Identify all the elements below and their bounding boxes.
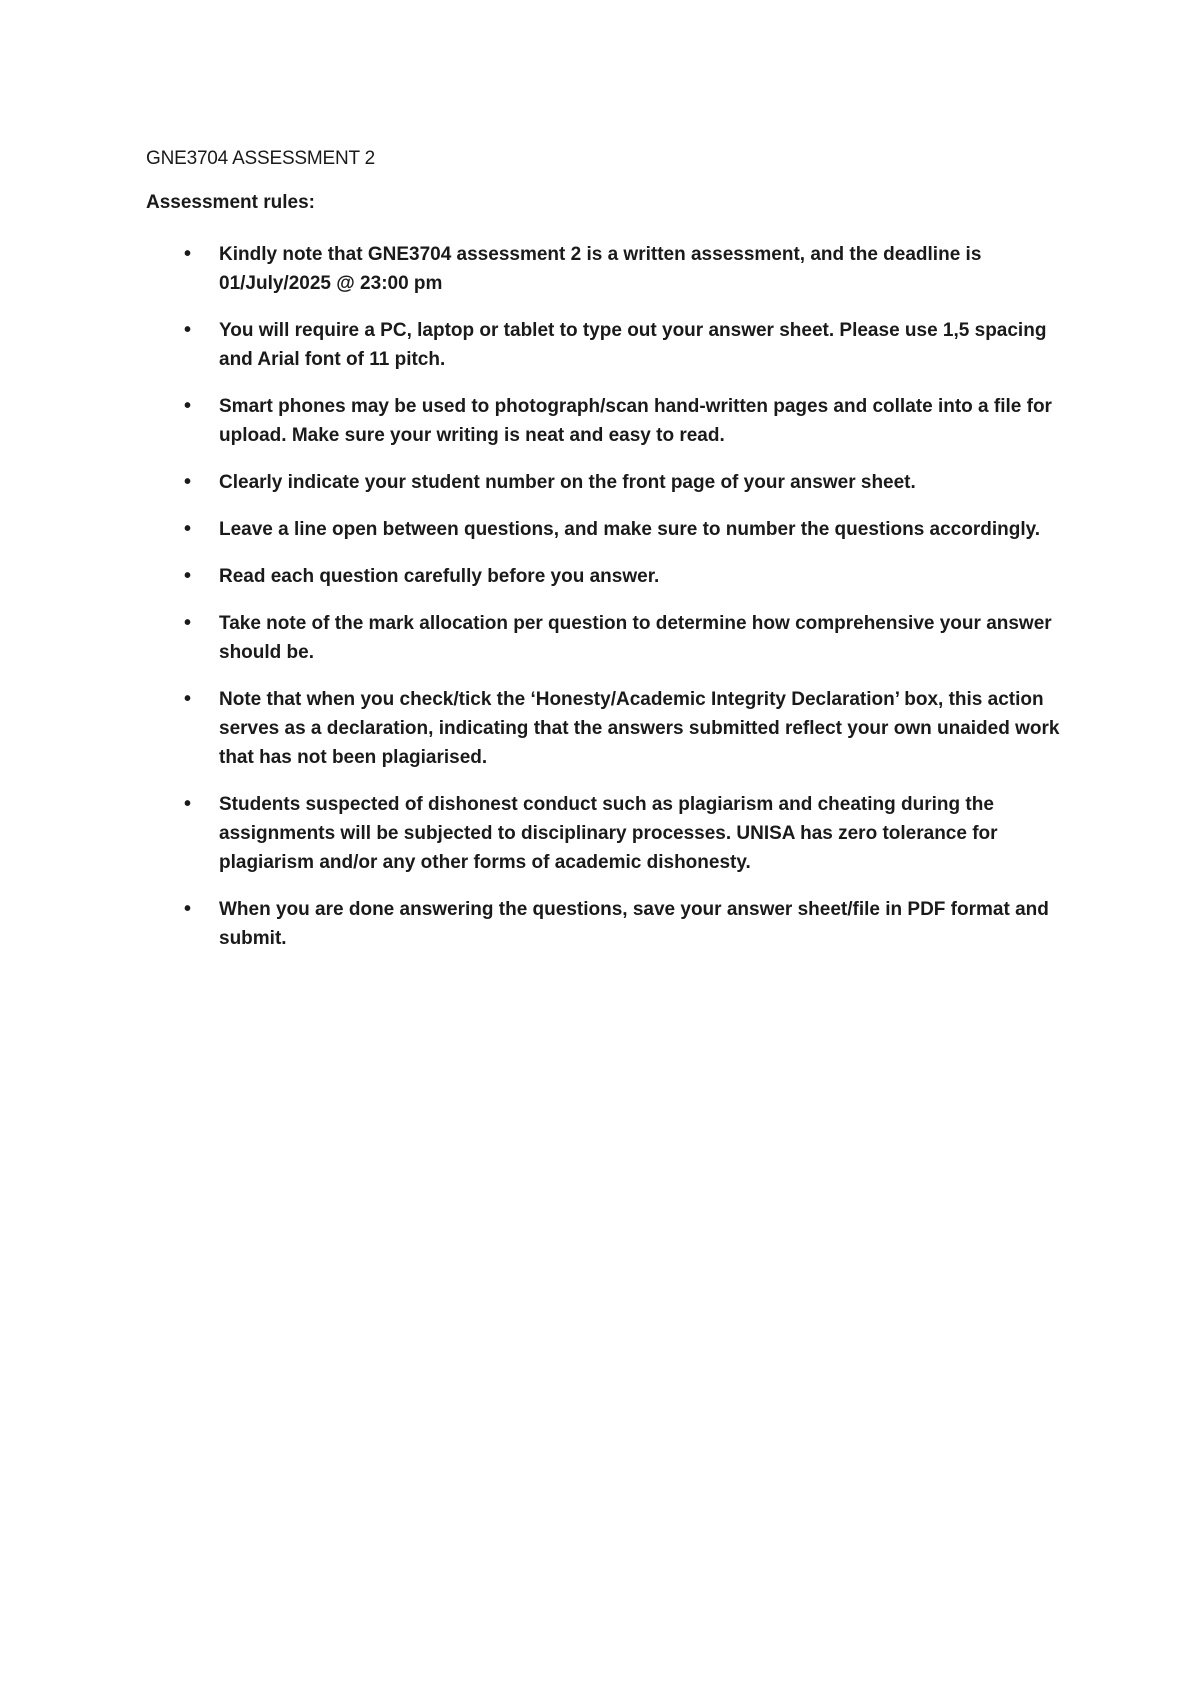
bullet-icon: • — [184, 688, 192, 710]
rule-item — [146, 790, 1076, 877]
rule-item — [146, 468, 1076, 497]
rules-list — [146, 240, 1076, 953]
rule-text: Kindly note that GNE3704 assessment 2 is a written assessment, and the deadline is 01/July/2025 @ 23:00 pm — [219, 244, 982, 294]
rule-item — [146, 392, 1076, 450]
rule-text: When you are done answering the questions, save your answer sheet/file in PDF format and submit. — [219, 899, 1049, 949]
bullet-icon: • — [184, 612, 192, 634]
bullet-icon: • — [184, 395, 192, 417]
rule-item — [146, 895, 1076, 953]
rule-text: Clearly indicate your student number on the front page of your answer sheet. — [219, 472, 916, 493]
rule-text: Take note of the mark allocation per question to determine how comprehensive your answer should be. — [219, 613, 1052, 663]
rule-text: Read each question carefully before you answer. — [219, 566, 660, 587]
rule-text: Smart phones may be used to photograph/scan hand-written pages and collate into a file for upload. Make sure your writing is neat and easy to read. — [219, 396, 1052, 446]
rule-item — [146, 685, 1076, 772]
bullet-icon: • — [184, 243, 192, 265]
rule-item — [146, 515, 1076, 544]
rule-text: You will require a PC, laptop or tablet to type out your answer sheet. Please use 1,5 spacing and Arial font of 11 pitch. — [219, 320, 1047, 370]
rule-item — [146, 609, 1076, 667]
rule-text: Leave a line open between questions, and make sure to number the questions accordingly. — [219, 519, 1041, 540]
rule-text: Note that when you check/tick the ‘Honesty/Academic Integrity Declaration’ box, this action serves as a declaration, indicating that the answers submitted reflect your own unaided work that has not been plagiarised. — [219, 689, 1060, 768]
bullet-icon: • — [184, 319, 192, 341]
rule-item — [146, 240, 1076, 298]
bullet-icon: • — [184, 518, 192, 540]
bullet-icon: • — [184, 898, 192, 920]
document-title: GNE3704 ASSESSMENT 2 — [146, 148, 376, 169]
rule-text: Students suspected of dishonest conduct such as plagiarism and cheating during the assignments will be subjected to disciplinary processes. UNISA has zero tolerance for plagiarism and/or any other forms of academic dishonesty. — [219, 794, 998, 873]
rule-item — [146, 562, 1076, 591]
rules-heading: Assessment rules: — [146, 192, 315, 213]
bullet-icon: • — [184, 565, 192, 587]
rule-item — [146, 316, 1076, 374]
bullet-icon: • — [184, 471, 192, 493]
document-content — [146, 146, 1076, 971]
bullet-icon: • — [184, 793, 192, 815]
